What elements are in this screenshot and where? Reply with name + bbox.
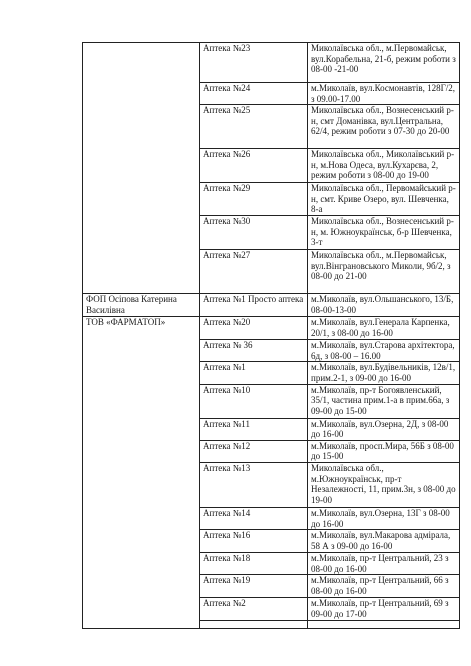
address-cell: м.Миколаїв, вул.Старова архітектора, 6д, з 08-00 – 16.00	[308, 340, 460, 362]
pharmacy-table	[82, 42, 460, 629]
pharmacy-cell: Аптека №25	[200, 105, 308, 149]
address-cell: м.Миколаїв, вул.Озерна, 13Г з 08-00 до 16-00	[308, 507, 460, 529]
table-row	[83, 317, 460, 340]
address-cell: м.Миколаїв, вул.Будівельників, 12в/1, прим.2-1, з 09-00 до 16-00	[308, 362, 460, 384]
address-cell: м.Миколаїв, вул.Ольшанського, 13/Б, 08-00-13-00	[308, 294, 460, 317]
org-cell	[83, 43, 200, 294]
address-cell: м.Миколаїв, вул.Генерала Карпенка, 20/1, з 08-00 до 16-00	[308, 317, 460, 340]
empty-cell	[200, 620, 308, 628]
pharmacy-cell: Аптека №24	[200, 83, 308, 105]
pharmacy-cell: Аптека №19	[200, 575, 308, 598]
address-cell: Миколаївська обл., Первомайський р-н, смт. Криве Озеро, вул. Шевченка, 8-а	[308, 183, 460, 216]
address-cell: м.Миколаїв, вул.Озерна, 2Д, з 08-00 до 16-00	[308, 418, 460, 440]
address-cell: м.Миколаїв, вул.Макарова адмірала, 58 А з 09-00 до 16-00	[308, 530, 460, 553]
pharmacy-cell: Аптека №1	[200, 362, 308, 384]
pharmacy-cell: Аптека №26	[200, 149, 308, 183]
address-cell: м.Миколаїв, вул.Космонавтів, 128Г/2, з 09.00-17.00	[308, 83, 460, 105]
pharmacy-cell: Аптека № 36	[200, 340, 308, 362]
pharmacy-cell: Аптека №18	[200, 553, 308, 575]
address-cell: м.Миколаїв, пр-т Центральний, 66 з 08-00 до 16-00	[308, 575, 460, 598]
pharmacy-cell: Аптека №27	[200, 250, 308, 294]
pharmacy-cell: Аптека №20	[200, 317, 308, 340]
address-cell: Миколаївська обл., м.Южноукраїнськ, пр-т Незалежності, 11, прим.3н, з 08-00 до 19-00	[308, 462, 460, 507]
address-cell: Миколаївська обл., м.Первомайськ, вул.Вінграновського Миколи, 9б/2, з 08-00 до 21-00	[308, 250, 460, 294]
address-cell: м.Миколаїв, пр-т Центральний, 69 з 09-00 до 17-00	[308, 598, 460, 620]
pharmacy-cell: Аптека №30	[200, 216, 308, 250]
address-cell: м.Миколаїв, пр-т Центральний, 23 з 08-00 до 16-00	[308, 553, 460, 575]
table-row	[83, 294, 460, 317]
pharmacy-cell: Аптека №1 Просто аптека	[200, 294, 308, 317]
pharmacy-cell: Аптека №11	[200, 418, 308, 440]
pharmacy-cell: Аптека №29	[200, 183, 308, 216]
address-cell: Миколаївська обл., Вознесенський р-н, смт Доманівка, вул.Центральна, 62/4, режим роботи з 07-30 до 20-00	[308, 105, 460, 149]
pharmacy-cell: Аптека №14	[200, 507, 308, 529]
address-cell: Миколаївська обл., Миколаївський р-н, м.Нова Одеса, вул.Кухарєва, 2, режим роботи з 08-00 до 19-00	[308, 149, 460, 183]
pharmacy-cell: Аптека №23	[200, 43, 308, 83]
address-cell: м.Миколаїв, пр-т Богоявленський, 35/1, частина прим.1-а в прим.66а, з 09-00 до 15-00	[308, 384, 460, 418]
pharmacy-cell: Аптека №13	[200, 462, 308, 507]
empty-cell	[308, 620, 460, 628]
address-cell: Миколаївська обл., Вознесенський р-н, м. Южноукраїнськ, б-р Шевченка, 3-т	[308, 216, 460, 250]
address-cell: Миколаївська обл., м.Первомайськ, вул.Корабельна, 21-б, режим роботи з 08-00 -21-00	[308, 43, 460, 83]
pharmacy-cell: Аптека №10	[200, 384, 308, 418]
table-row	[83, 43, 460, 83]
org-cell: ФОП Осіпова Катерина Василівна	[83, 294, 200, 317]
org-cell: ТОВ «ФАРМАТОП»	[83, 317, 200, 628]
pharmacy-cell: Аптека №16	[200, 530, 308, 553]
pharmacy-cell: Аптека №2	[200, 598, 308, 620]
pharmacy-cell: Аптека №12	[200, 440, 308, 462]
address-cell: м.Миколаїв, просп.Мира, 56Б з 08-00 до 15-00	[308, 440, 460, 462]
